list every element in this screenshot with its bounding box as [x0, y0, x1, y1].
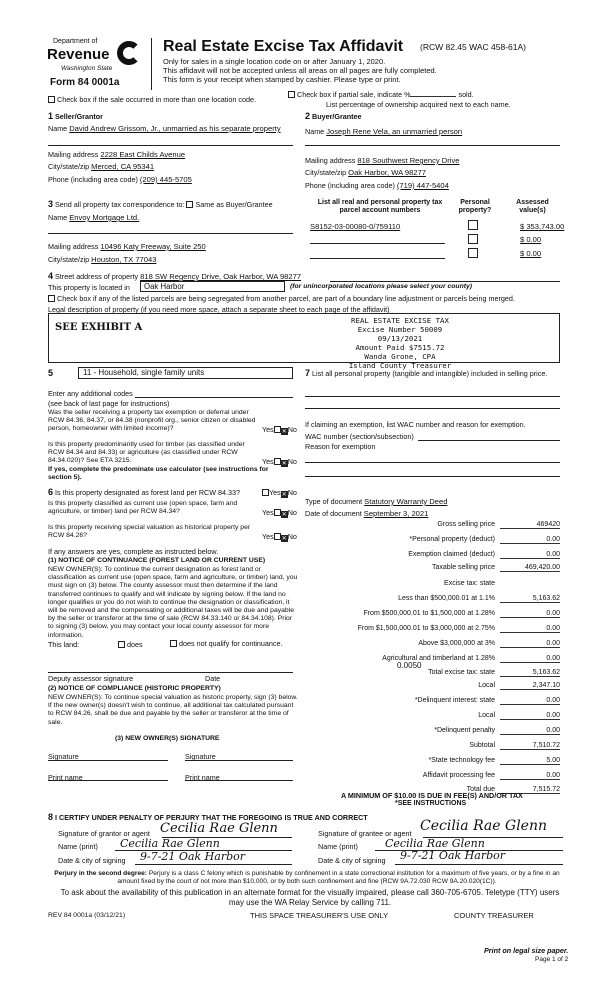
tax-row-label: Local — [478, 712, 495, 719]
tax-corr-name-row: Name Envoy Mortgage Ltd. — [48, 213, 140, 222]
tax-row-label: *Delinquent penalty — [434, 727, 495, 734]
doc-date[interactable]: September 3, 2021 — [363, 509, 429, 518]
q3-no-checkbox[interactable]: ✕ — [281, 492, 287, 498]
section-5-num: 5 — [48, 368, 54, 378]
q5-answer: Yes ✕No — [262, 532, 297, 542]
tax-corr-city-row: City/state/zip Houston, TX 77043 — [48, 255, 157, 264]
tax-row — [305, 564, 560, 576]
tax-row-value[interactable]: 469,420.00 — [500, 564, 560, 572]
grantor-name-label: Name (print) — [58, 842, 98, 851]
subtitle-2: This affidavit will not be accepted unless all areas on all pages are fully completed. — [163, 66, 437, 75]
seller-mail-row: Mailing address 2228 East Childs Avenue — [48, 150, 186, 159]
q4-answer: Yes ✕No — [262, 508, 297, 518]
brand-label: Revenue — [47, 46, 110, 63]
tax-row-label: Exemption claimed (deduct) — [408, 551, 495, 558]
tax-row-value[interactable]: 0.00 — [500, 712, 560, 720]
personal-header: Personal property? — [458, 199, 492, 214]
location-row: This property is located in — [48, 283, 130, 292]
grantee-print-name[interactable]: Cecilia Rae Glenn — [385, 837, 485, 850]
q2-yes-checkbox[interactable] — [274, 458, 281, 465]
grantee-date-label: Date & city of signing — [318, 856, 386, 865]
tax-row-label: Subtotal — [469, 742, 495, 749]
multi-location-label: Check box if the sale occurred in more than one location code. — [57, 95, 256, 104]
owner-signature-label-1: Signature — [48, 752, 79, 761]
q4-yes-checkbox[interactable] — [274, 509, 281, 516]
tax-row — [305, 727, 560, 739]
compliance-title: (2) NOTICE OF COMPLIANCE (HISTORIC PROPERTY) — [48, 685, 221, 692]
doc-type[interactable]: Statutory Warranty Deed — [364, 497, 448, 506]
page-number: Page 1 of 2 — [535, 956, 569, 963]
rev-code: REV 84 0001a (03/12/21) — [48, 912, 126, 919]
tax-row — [305, 580, 560, 592]
parcel-header: List all real and personal property tax parcel account numbers — [317, 199, 443, 214]
tax-row — [305, 536, 560, 548]
seller-mail[interactable]: 2228 East Childs Avenue — [100, 150, 186, 159]
doc-type-row: Type of document Statutory Warranty Deed — [305, 497, 448, 506]
tax-corr-name[interactable]: Envoy Mortgage Ltd. — [69, 213, 140, 222]
tax-row-label: Less than $500,000.01 at 1.1% — [398, 595, 495, 602]
assessed-2[interactable]: $ 0.00 — [520, 235, 542, 244]
see-instructions-note: *SEE INSTRUCTIONS — [395, 800, 467, 807]
section-7-text: 7 List all personal property (tangible and intangible) included in selling price. — [305, 368, 548, 378]
land-use-select[interactable]: 11 - Household, single family units — [78, 367, 293, 379]
grantee-name-label: Name (print) — [318, 842, 358, 851]
tax-row-value[interactable]: 469420 — [500, 521, 560, 529]
continuance-text: NEW OWNER(S): To continue the current designation as forest land or classification as current use (open space, farm and agriculture, or timber) land, you must sign on (3) below. The county assessor must then determine if the land transferred continues to qualify and will indicate by signing below. If the land no longer qualifies or you do not wish to continue the designation or classification, it will be removed and the compensating or additional taxes will be due and payable by the seller or transferor at the time of sale (RCW 84.33.140 or 84.34.108). Prior to signing (3) below, you may contact your local county assessor for more information. — [48, 566, 298, 639]
owner-signature-label-2: Signature — [185, 752, 216, 761]
tax-row-label: Local — [478, 682, 495, 689]
segregated-row: Check box if any of the listed parcels are being segregated from another parcel, are part of a boundary line adjustment or parcels being merged. — [48, 294, 515, 303]
tax-row-value[interactable]: 0.00 — [500, 625, 560, 633]
list-pct-note: List percentage of ownership acquired next to each name. — [326, 100, 511, 109]
tax-corr-city[interactable]: Houston, TX 77043 — [91, 255, 157, 264]
perjury-notice: Perjury in the second degree: Perjury is a class C felony which is punishable by confinement in a state correctional institution for a maximum of five years, or by a fine in an amount fixed by the court of not more than $10,000, or by both such confinement and fine (RCW 9A.72.030 RCW 9A.20.020(1C)). — [54, 870, 560, 885]
tax-row — [305, 595, 560, 607]
legal-paper-note: Print on legal size paper. — [484, 946, 569, 955]
tax-row — [305, 551, 560, 563]
tax-row-label: Affidavit processing fee — [422, 772, 495, 779]
segregated-checkbox[interactable] — [48, 295, 55, 302]
location-select[interactable]: Oak Harbor — [140, 281, 285, 292]
tax-row — [305, 697, 560, 709]
form-number: Form 84 0001a — [50, 77, 120, 88]
q2-no-checkbox[interactable]: ✕ — [281, 461, 287, 467]
deputy-signature-label: Deputy assessor signature — [48, 674, 134, 683]
stamp-line: REAL ESTATE EXCISE TAX — [351, 316, 449, 325]
assessed-1[interactable]: $ 353,743.00 — [520, 222, 565, 231]
stamp-line: Amount Paid $7515.72 — [355, 343, 445, 352]
does-checkbox[interactable] — [118, 641, 125, 648]
tax-row-label: Total excise tax: state — [428, 669, 495, 676]
county-treasurer-label: COUNTY TREASURER — [454, 911, 534, 920]
buyer-phone[interactable]: (719) 447-5404 — [396, 181, 449, 190]
tax-row-value[interactable]: 0.00 — [500, 536, 560, 544]
grantor-print-name[interactable]: Cecilia Rae Glenn — [120, 837, 220, 850]
tax-row — [305, 669, 560, 681]
tax-row — [305, 742, 560, 754]
tax-row-value[interactable]: 0.00 — [500, 655, 560, 663]
parcel-1[interactable]: S8152-03-00080-0/759110 — [310, 222, 401, 231]
does-not-option: does not qualify for continuance. — [170, 640, 290, 648]
grantor-sig-label: Signature of grantor or agent — [58, 829, 150, 838]
doc-date-row: Date of document September 3, 2021 — [305, 509, 429, 518]
tax-row-value[interactable]: 7,510.72 — [500, 742, 560, 750]
exemption-question: Was the seller receiving a property tax exemption or deferral under RCW 84.36, 84.37, or 84.38 (nonprofit org., senior citizen or disabled person, homeowner with limited income)? — [48, 409, 256, 433]
partial-sale-checkbox[interactable] — [288, 91, 295, 98]
state-label: Washington State — [61, 65, 113, 72]
see-back-note: (see back of last page for instructions) — [48, 399, 170, 408]
q1-no-checkbox[interactable]: ✕ — [281, 429, 287, 435]
legal-desc-box[interactable] — [48, 313, 560, 363]
buyer-phone-row: Phone (including area code) (719) 447-5404 — [305, 181, 449, 190]
tax-row — [305, 625, 560, 637]
buyer-city[interactable]: Oak Harbor, WA 98277 — [348, 168, 426, 177]
tax-row — [305, 712, 560, 724]
tax-row-label: Excise tax: state — [444, 580, 495, 587]
tax-row-value[interactable]: 5.00 — [500, 757, 560, 765]
subtitle-3: This form is your receipt when stamped by cashier. Please type or print. — [163, 75, 401, 84]
assessed-3[interactable]: $ 0.00 — [520, 249, 542, 258]
q5-yes-checkbox[interactable] — [274, 533, 281, 540]
location-note: (for unincorporated locations please select your county) — [290, 283, 473, 290]
seller-phone-row: Phone (including area code) (209) 445-5705 — [48, 175, 192, 184]
multi-location-row — [48, 95, 256, 104]
answers-note: If any answers are yes, complete as instructed below. — [48, 547, 219, 556]
tax-row-label: Gross selling price — [437, 521, 495, 528]
tax-row — [305, 521, 560, 533]
forest-question-row: 6 Is this property designated as forest land per RCW 84.33? — [48, 487, 240, 497]
stamp-line: Island County Treasurer — [348, 361, 452, 370]
grantor-date-city[interactable]: 9-7-21 Oak Harbor — [140, 850, 245, 863]
exhibit-text: SEE EXHIBIT A — [55, 322, 143, 333]
tax-corr-mail-row: Mailing address 10496 Katy Freeway, Suite 250 — [48, 242, 206, 251]
tax-row-label: Total due — [466, 786, 495, 793]
subtitle-1: Only for sales in a single location code on or after January 1, 2020. — [163, 57, 386, 66]
seller-city-row: City/state/zip Merced, CA 95341 — [48, 162, 155, 171]
q2-answer: Yes ✕No — [262, 457, 297, 467]
tax-row-value[interactable]: 2,347.10 — [500, 682, 560, 690]
grantor-date-label: Date & city of signing — [58, 856, 126, 865]
buyer-mail[interactable]: 818 Southwest Regency Drive — [357, 156, 460, 165]
timber-question: Is this property predominantly used for timber (as classified under RCW 84.34 and 84.33) or agriculture (as classified under RCW 84.34.020)? See ETA 3215. — [48, 441, 245, 465]
new-owner-sig-title: (3) NEW OWNER(S) SIGNATURE — [115, 735, 220, 742]
treasurer-space-label: THIS SPACE TREASURER'S USE ONLY — [250, 911, 389, 920]
tax-row — [305, 640, 560, 652]
section-2-heading: 2 Buyer/Grantee — [305, 111, 362, 121]
section-4-address-row: 4 Street address of property 818 SW Regency Drive, Oak Harbor, WA 98277 — [48, 271, 302, 281]
sold-label: sold. — [458, 90, 474, 99]
q4-no-checkbox[interactable]: ✕ — [281, 512, 287, 518]
local-rate[interactable]: 0.0050 — [397, 661, 422, 670]
q3-yes-checkbox[interactable] — [262, 489, 269, 496]
tax-row-label: Taxable selling price — [431, 564, 495, 571]
seller-city[interactable]: Merced, CA 95341 — [91, 162, 155, 171]
tax-row-value[interactable]: 0.00 — [500, 772, 560, 780]
buyer-name-row: Name Joseph Rene Vela, an unmarried person — [305, 127, 463, 136]
same-as-buyer-checkbox[interactable] — [186, 201, 193, 208]
tax-row — [305, 757, 560, 769]
personal-1-checkbox[interactable] — [468, 220, 478, 230]
q5-no-checkbox[interactable]: ✕ — [281, 536, 287, 542]
buyer-mail-row: Mailing address 818 Southwest Regency Drive — [305, 156, 460, 165]
tax-row-label: From $500,000.01 to $1,500,000 at 1.28% — [363, 610, 495, 617]
tax-row — [305, 655, 560, 667]
continuance-title: (1) NOTICE OF CONTINUANCE (FOREST LAND OR CURRENT USE) — [48, 557, 266, 564]
tax-row-label: *Personal property (deduct) — [409, 536, 495, 543]
certify-heading: 8 I CERTIFY UNDER PENALTY OF PERJURY THAT THE FOREGOING IS TRUE AND CORRECT — [48, 812, 368, 822]
exemption-claim-label: If claiming an exemption, list WAC number and reason for exemption. — [305, 420, 526, 429]
stamp-line: Wanda Grone, CPA — [364, 352, 436, 361]
stamp-line: Excise Number 50009 — [357, 325, 443, 334]
owner-print-label-1: Print name — [48, 773, 83, 782]
tax-row-value[interactable]: 5,163.62 — [500, 595, 560, 603]
tax-row-value[interactable]: 0.00 — [500, 727, 560, 735]
multi-location-checkbox[interactable] — [48, 96, 55, 103]
does-not-checkbox[interactable] — [170, 640, 177, 647]
minimum-notice: A MINIMUM OF $10.00 IS DUE IN FEE(S) AND/OR TAX — [341, 791, 523, 800]
historic-question: Is this property receiving special valuation as historical property per RCW 84.26? — [48, 524, 251, 540]
timber-calc-note: If yes, complete the predominate use calculator (see instructions for section 5). — [48, 466, 269, 482]
land-label: This land: — [48, 640, 80, 649]
seller-name[interactable]: David Andrew Grissom, Jr., unmarried as his separate property — [69, 124, 281, 133]
reason-label: Reason for exemption — [305, 442, 376, 451]
does-option: does — [118, 640, 143, 649]
tax-row-label: Above $3,000,000 at 3% — [418, 640, 495, 647]
alternate-format-notice: To ask about the availability of this publication in an alternate format for the visually impaired, please call 360-705-6705. Teletype (TTY) users may use the WA Relay Service by calling 711. — [60, 888, 560, 907]
personal-3-checkbox[interactable] — [468, 248, 478, 258]
tax-row-label: From $1,500,000.01 to $3,000,000 at 2.75% — [357, 625, 495, 632]
seller-name-row: Name David Andrew Grissom, Jr., unmarried as his separate property — [48, 124, 281, 133]
stamp-line: 09/13/2021 — [377, 334, 423, 343]
assessed-header: Assessed value(s) — [516, 199, 549, 214]
tax-row-value[interactable]: 0.00 — [500, 551, 560, 559]
form-title: Real Estate Excise Tax Affidavit — [163, 38, 404, 55]
tax-row-value[interactable]: 0.00 — [500, 697, 560, 705]
additional-codes-label: Enter any additional codes — [48, 389, 133, 398]
tax-row-label: *State technology fee — [428, 757, 495, 764]
property-address[interactable]: 818 SW Regency Drive, Oak Harbor, WA 98277 — [140, 272, 302, 281]
tax-row — [305, 772, 560, 784]
seller-phone[interactable]: (209) 445-5705 — [139, 175, 192, 184]
tax-row-value[interactable]: 7,515.72 — [500, 786, 560, 794]
grantor-signature[interactable]: Cecilia Rae Glenn — [160, 821, 278, 836]
personal-2-checkbox[interactable] — [468, 234, 478, 244]
tax-row — [305, 610, 560, 622]
owner-print-label-2: Print name — [185, 773, 220, 782]
logo-mark-icon — [117, 41, 141, 65]
header-divider — [151, 38, 152, 90]
compliance-text: NEW OWNER(S): To continue special valuation as historic property, sign (3) below. If the new owner(s) doesn't wish to continue, all additional tax calculated pursuant to RCW 84.26, shall be due and payable by the seller or transferor at the time of sale. — [48, 694, 298, 726]
wac-label: WAC number (section/subsection) — [305, 432, 414, 441]
form-rcw: (RCW 82.45 WAC 458-61A) — [420, 42, 526, 52]
tax-row-label: *Delinquent interest: state — [414, 697, 495, 704]
tax-row-value[interactable]: 0.00 — [500, 640, 560, 648]
legal-desc-label: Legal description of property (if you need more space, attach a separate sheet to each page of the affidavit) — [48, 305, 390, 314]
grantee-sig-label: Signature of grantee or agent — [318, 829, 412, 838]
grantee-signature[interactable]: Cecilia Rae Glenn — [420, 818, 547, 834]
partial-sale-label: Check box if partial sale, indicate % — [297, 90, 411, 99]
tax-row — [305, 682, 560, 694]
section-1-heading: 1 Seller/Grantor — [48, 111, 103, 121]
tax-row-value[interactable]: 0.00 — [500, 610, 560, 618]
deputy-date-label: Date — [205, 674, 221, 683]
treasurer-stamp — [320, 316, 480, 370]
partial-sale-row — [288, 90, 474, 99]
section-3-heading: 3 Send all property tax correspondence to: Same as Buyer/Grantee — [48, 199, 273, 209]
grantee-date-city[interactable]: 9-7-21 Oak Harbor — [400, 849, 505, 862]
tax-row-label: Agricultural and timberland at 1.28% — [382, 655, 495, 662]
dept-label: Department of — [53, 38, 98, 45]
q1-answer: Yes ✕No — [262, 425, 297, 435]
tax-corr-mail[interactable]: 10496 Katy Freeway, Suite 250 — [100, 242, 206, 251]
buyer-city-row: City/state/zip Oak Harbor, WA 98277 — [305, 168, 426, 177]
current-use-question: Is this property classified as current use (open space, farm and agriculture, or timber) land per RCW 84.34? — [48, 500, 238, 516]
buyer-name[interactable]: Joseph Rene Vela, an unmarried person — [326, 127, 463, 136]
q3-answer: Yes✕No — [262, 488, 297, 498]
tax-row-value[interactable]: 5,163.62 — [500, 669, 560, 677]
q1-yes-checkbox[interactable] — [274, 426, 281, 433]
